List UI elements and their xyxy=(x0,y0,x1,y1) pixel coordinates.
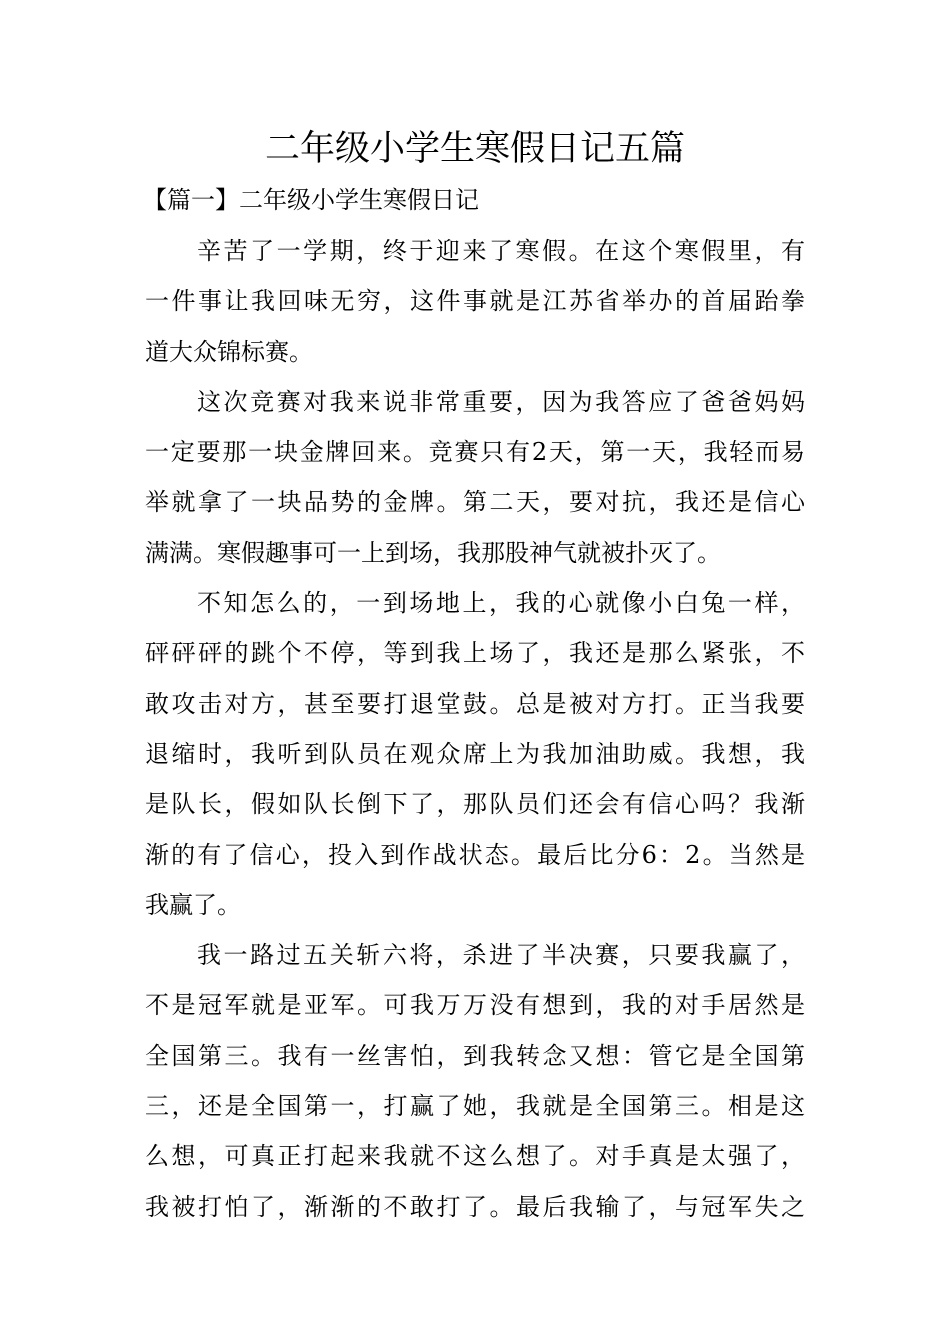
paragraph-line: 我一路过五关斩六将，杀进了半决赛，只要我赢了， xyxy=(197,941,805,970)
paragraph-line: 一定要那一块金牌回来。竞赛只有2天，第一天，我轻而易 xyxy=(145,438,805,467)
paragraph-line: 敢攻击对方，甚至要打退堂鼓。总是被对方打。正当我要 xyxy=(145,689,805,718)
paragraph-line: 不知怎么的，一到场地上，我的心就像小白兔一样， xyxy=(197,589,805,618)
paragraph-line: 举就拿了一块品势的金牌。第二天，要对抗，我还是信心 xyxy=(145,488,805,517)
paragraph-line: 么想，可真正打起来我就不这么想了。对手真是太强了， xyxy=(145,1142,805,1171)
paragraph-2 xyxy=(145,377,805,578)
paragraph-3 xyxy=(145,578,805,930)
paragraph-line: 我被打怕了，渐渐的不敢打了。最后我输了，与冠军失之 xyxy=(145,1192,805,1221)
paragraph-line: 我赢了。 xyxy=(145,890,241,919)
paragraph-line: 全国第三。我有一丝害怕，到我转念又想：管它是全国第 xyxy=(145,1041,805,1070)
paragraph-line: 这次竞赛对我来说非常重要，因为我答应了爸爸妈妈 xyxy=(197,387,805,416)
paragraph-line: 退缩时，我听到队员在观众席上为我加油助威。我想，我 xyxy=(145,739,805,768)
paragraph-line: 辛苦了一学期，终于迎来了寒假。在这个寒假里，有 xyxy=(197,237,805,265)
paragraph-line: 是队长，假如队长倒下了，那队员们还会有信心吗？我渐 xyxy=(145,790,805,819)
document-body xyxy=(145,226,805,1232)
paragraph-line: 三，还是全国第一，打赢了她，我就是全国第三。相是这 xyxy=(145,1092,805,1121)
paragraph-line: 渐的有了信心，投入到作战状态。最后比分6：2。当然是 xyxy=(145,840,805,869)
paragraph-line: 满满。寒假趣事可一上到场，我那股神气就被扑灭了。 xyxy=(145,538,721,567)
paragraph-line: 一件事让我回味无穷，这件事就是江苏省举办的首届跆拳 xyxy=(145,287,805,316)
paragraph-line: 砰砰砰的跳个不停，等到我上场了，我还是那么紧张，不 xyxy=(145,639,805,668)
paragraph-1 xyxy=(145,226,805,377)
document-title: 二年级小学生寒假日记五篇 xyxy=(264,129,685,169)
paragraph-line: 道大众锦标赛。 xyxy=(145,337,313,366)
paragraph-4 xyxy=(145,930,805,1232)
section-heading: 【篇一】二年级小学生寒假日记 xyxy=(143,186,479,214)
paragraph-line: 不是冠军就是亚军。可我万万没有想到，我的对手居然是 xyxy=(145,991,805,1020)
